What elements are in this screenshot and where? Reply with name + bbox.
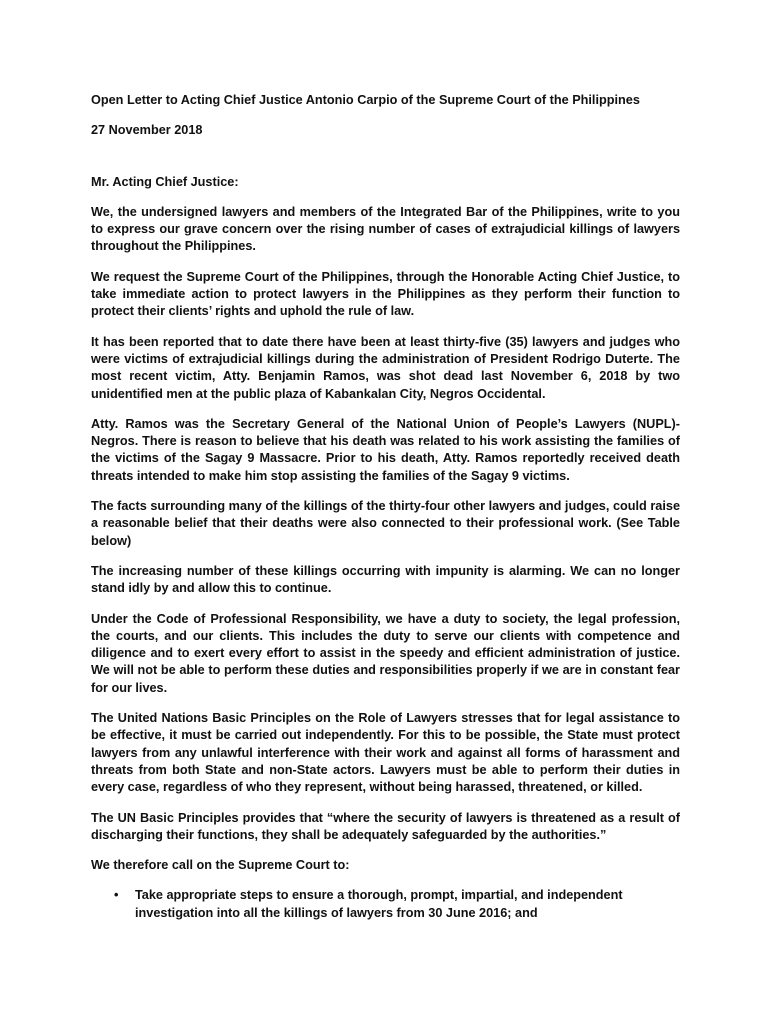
paragraph-atty-ramos: Atty. Ramos was the Secretary General of the National Union of People’s Lawyers (NUPL)-Negros. There is reason to believe that his death was related to his work assisting the families of the victims of the Sagay 9 Massacre. Prior to his death, Atty. Ramos reportedly received death threats intended to make him stop assisting the families of the Sagay 9 victims. <box>91 416 680 483</box>
bullet-icon: • <box>114 888 119 903</box>
paragraph-impunity: The increasing number of these killings occurring with impunity is alarming. We can no longer stand idly by and allow this to continue. <box>91 563 680 596</box>
paragraph-reported-killings: It has been reported that to date there have been at least thirty-five (35) lawyers and judges who were victims of extrajudicial killings during the administration of President Rodrigo Duterte. The most recent victim, Atty. Benjamin Ramos, was shot dead last November 6, 2018 by two unidentified men at the public plaza of Kabankalan City, Negros Occidental. <box>91 334 680 401</box>
letter-date: 27 November 2018 <box>91 123 203 138</box>
letter-title: Open Letter to Acting Chief Justice Antonio Carpio of the Supreme Court of the Philippines <box>91 93 640 107</box>
paragraph-un-quote: The UN Basic Principles provides that “where the security of lawyers is threatened as a result of discharging their functions, they shall be adequately safeguarded by the authorities.” <box>91 810 680 842</box>
list-item-text: Take appropriate steps to ensure a thorough, prompt, impartial, and independent investigation into all the killings of lawyers from 30 June 2016; and <box>135 888 623 920</box>
paragraph-un-principles: The United Nations Basic Principles on the Role of Lawyers stresses that for legal assistance to be effective, it must be carried out independently. For this to be possible, the State must protect lawyers from any unlawful interference with their work and against all forms of harassment and threats from both State and non-State actors. Lawyers must be able to perform their duties in every case, regardless of who they represent, without being harassed, threatened, or killed. <box>91 711 680 795</box>
paragraph-request: We request the Supreme Court of the Philippines, through the Honorable Acting Chief Justice, to take immediate action to protect lawyers in the Philippines as they perform their function to protect their clients’ rights and uphold the rule of law. <box>91 269 680 319</box>
paragraph-call: We therefore call on the Supreme Court to: <box>91 858 350 873</box>
paragraph-code-of-responsibility: Under the Code of Professional Responsibility, we have a duty to society, the legal profession, the courts, and our clients. This includes the duty to serve our clients with competence and diligence and to exert every effort to assist in the speedy and efficient administration of justice. We will not be able to perform these duties and responsibilities properly if we are in constant fear for our lives. <box>91 611 680 695</box>
call-list <box>91 887 680 922</box>
paragraph-concern: We, the undersigned lawyers and members of the Integrated Bar of the Philippines, write to you to express our grave concern over the rising number of cases of extrajudicial killings of lawyers throughout the Philippines. <box>91 204 680 254</box>
salutation: Mr. Acting Chief Justice: <box>91 174 239 189</box>
paragraph-facts: The facts surrounding many of the killings of the thirty-four other lawyers and judges, could raise a reasonable belief that their deaths were also connected to their professional work. (See Table below) <box>91 499 680 548</box>
list-item <box>91 887 680 922</box>
